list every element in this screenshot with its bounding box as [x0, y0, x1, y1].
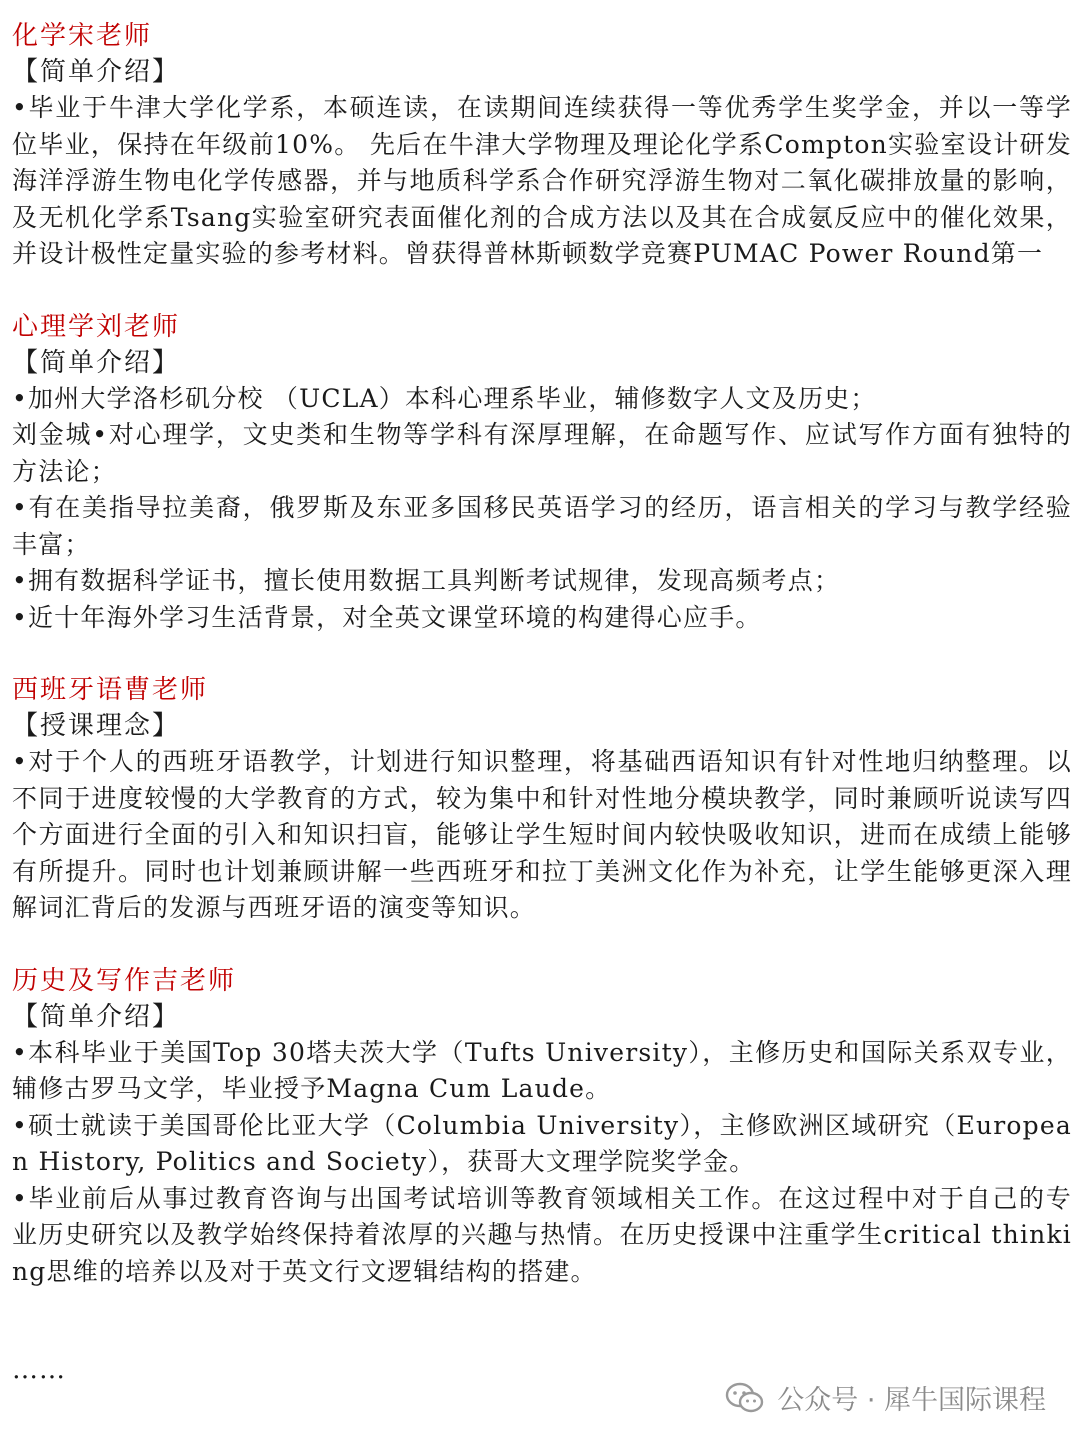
teacher-name: 心理学刘老师 — [12, 311, 181, 342]
section-psychology — [12, 309, 1072, 637]
teacher-name: 西班牙语曹老师 — [12, 675, 209, 705]
bio-paragraph: •拥有数据科学证书，擅长使用数据工具判断考试规律，发现高频考点； — [12, 566, 841, 595]
section-subhead: 【简单介绍】 — [12, 347, 181, 378]
teacher-profiles — [12, 18, 1072, 1326]
section-subhead: 【简单介绍】 — [12, 57, 181, 87]
teacher-name: 历史及写作吉老师 — [12, 965, 237, 996]
bio-paragraph: •加州大学洛杉矶分校 （UCLA）本科心理系毕业，辅修数字人文及历史； — [12, 383, 877, 413]
wechat-icon — [725, 1381, 765, 1415]
teacher-name: 化学宋老师 — [12, 21, 153, 51]
watermark-text: 公众号 · 犀牛国际课程 — [777, 1385, 1046, 1416]
section-spanish — [12, 672, 1072, 927]
bio-paragraph: •有在美指导拉美裔，俄罗斯及东亚多国移民英语学习的经历，语言相关的学习与教学经验丰富； — [12, 493, 1072, 559]
bio-paragraph: •对于个人的西班牙语教学，计划进行知识整理，将基础西语知识有针对性地归纳整理。以不同于进度较慢的大学教育的方式，较为集中和针对性地分模块教学，同时兼顾听说读写四个方面进行全面的引入和知识扫盲，能够让学生短时间内较快吸收知识，进而在成绩上能够有所提升。同时也计划兼顾讲解一些西班牙和拉丁美洲文化作为补充，让学生能够更深入理解词汇背后的发源与西班牙语的演变等知识。 — [12, 747, 1072, 922]
bio-paragraph: •本科毕业于美国Top 30塔夫茨大学（Tufts University），主修历史和国际关系双专业，辅修古罗马文学，毕业授予Magna Cum Laude。 — [12, 1037, 1072, 1103]
watermark — [725, 1378, 1046, 1417]
bio-paragraph: •硕士就读于美国哥伦比亚大学（Columbia University），主修欧洲区域研究（European History, Politics and Society），获哥大文理学院奖学金。 — [12, 1110, 1072, 1176]
bio-paragraph: 刘金城•对心理学，文史类和生物等学科有深厚理解，在命题写作、应试写作方面有独特的方法论； — [12, 420, 1072, 486]
bio-paragraph: •毕业前后从事过教育咨询与出国考试培训等教育领域相关工作。在这过程中对于自己的专业历史研究以及教学始终保持着浓厚的兴趣与热情。在历史授课中注重学生critical thinking思维的培养以及对于英文行文逻辑结构的搭建。 — [12, 1183, 1072, 1286]
section-chemistry — [12, 18, 1072, 273]
ellipsis: …… — [12, 1355, 66, 1385]
section-history — [12, 963, 1072, 1291]
section-subhead: 【授课理念】 — [12, 711, 181, 741]
section-subhead: 【简单介绍】 — [12, 1001, 181, 1032]
bio-paragraph: •近十年海外学习生活背景，对全英文课堂环境的构建得心应手。 — [12, 602, 762, 632]
bio-paragraph: •毕业于牛津大学化学系，本硕连读，在读期间连续获得一等优秀学生奖学金，并以一等学位毕业，保持在年级前10%。 先后在牛津大学物理及理论化学系Compton实验室设计研发海洋浮游生物电化学传感器，并与地质科学系合作研究浮游生物对二氧化碳排放量的影响，及无机化学系Tsang实验室研究表面催化剂的合成方法以及其在合成氨反应中的催化效果，并设计极性定量实验的参考材料。曾获得普林斯顿数学竞赛PUMAC Power Round第一 — [12, 93, 1072, 268]
